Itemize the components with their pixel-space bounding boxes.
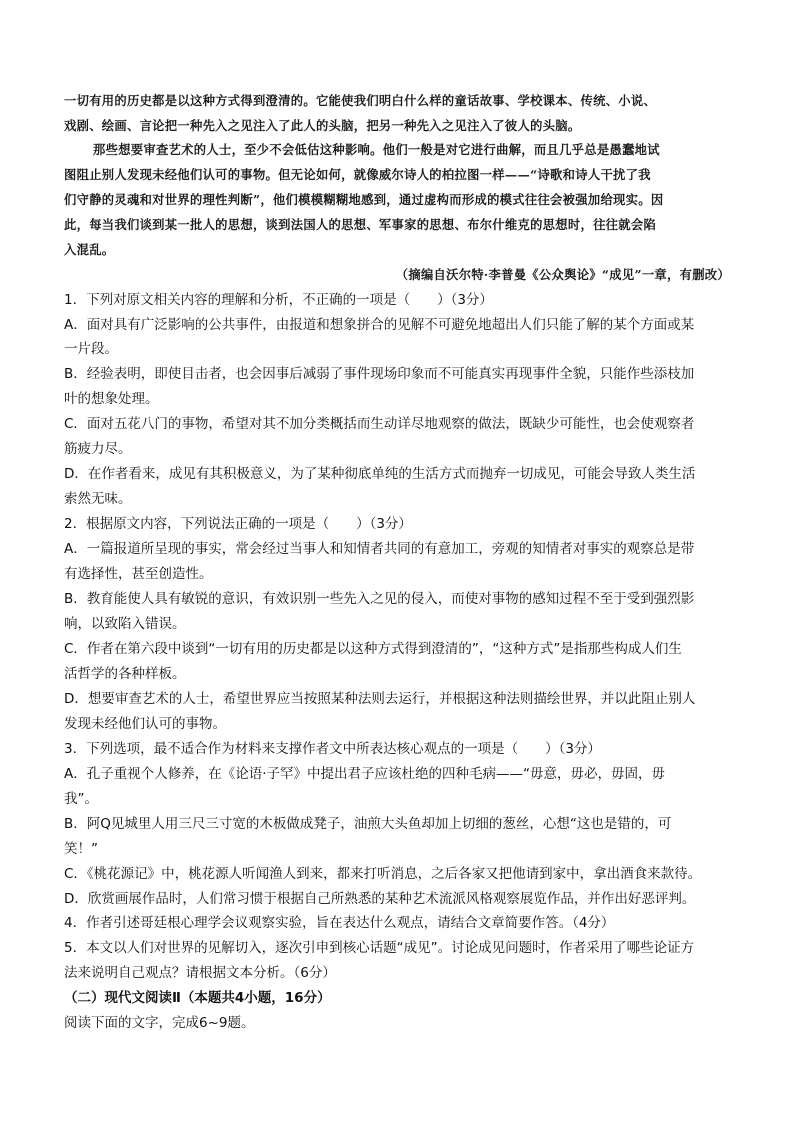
option-line: B．教育能使人具有敏锐的意识，有效识别一些先入之见的侵入，而使对事物的感知过程不至于受到强烈影 [64, 591, 695, 607]
option-line: A．孔子重视个人修养，在《论语·子罕》中提出君子应该杜绝的四种毛病——“毋意，毋必，毋固，毋 [64, 766, 666, 782]
passage-line: 入混乱。 [64, 242, 115, 257]
option-line: 活哲学的各种样板。 [64, 666, 186, 682]
option-line: 筋疲力尽。 [64, 441, 132, 457]
option-line: D．欣赏画展作品时，人们常习惯于根据自己所熟悉的某种艺术流派风格观察展览作品，并作出好恶评判。 [64, 891, 696, 907]
section-instruction: 阅读下面的文字，完成6~9题。 [64, 1015, 255, 1031]
option-line: 索然无味。 [64, 491, 132, 507]
passage-line: 戏剧、绘画、言论把一种先入之见注入了此人的头脑，把另一种先入之见注入了彼人的头脑。 [64, 118, 581, 133]
option-line: 有选择性，甚至创造性。 [64, 566, 213, 582]
option-line: B．阿Q见城里人用三尺三寸宽的木板做成凳子，油煎大头鱼却加上切细的葱丝，心想“这也是错的，可 [64, 816, 672, 832]
passage-line: 们守静的灵魂和对世界的理性判断”，他们模模糊糊地感到，通过虚构而形成的模式往往会被强加给现实。因 [64, 192, 664, 207]
question-3-stem: 3．下列选项，最不适合作为材料来支撑作者文中所表达核心观点的一项是（ ）（3分） [64, 741, 601, 757]
passage-line: 此，每当我们谈到某一批人的思想，谈到法国人的思想、军事家的思想、布尔什维克的思想时，往往就会陷 [64, 217, 657, 232]
option-line: D．想要审查艺术的人士，希望世界应当按照某种法则去运行，并根据这种法则描绘世界，并以此阻止别人 [64, 691, 696, 707]
option-line: C．《桃花源记》中，桃花源人听闻渔人到来，都来打听消息，之后各家又把他请到家中，拿出酒食来款待。 [64, 866, 702, 882]
section-heading: （二）现代文阅读Ⅱ（本题共4小题，16分） [64, 990, 331, 1006]
passage-source: （摘编自沃尔特·李普曼《公众舆论》“成见”一章，有删改） [395, 267, 730, 282]
passage-line: 一切有用的历史都是以这种方式得到澄清的。它能使我们明白什么样的童话故事、学校课本、传统、小说、 [64, 93, 657, 108]
question-5-stem-cont: 法来说明自己观点？请根据文本分析。（6分） [64, 965, 336, 981]
option-line: 响，以致陷入错误。 [64, 616, 186, 632]
passage-line: 图阻止别人发现未经他们认可的事物。但无论如何，就像威尔诗人的柏拉图一样——“诗歌和诗人干扰了我 [64, 167, 651, 182]
question-4-stem: 4．作者引述哥廷根心理学会议观察实验，旨在表达什么观点，请结合文章简要作答。（4分） [64, 915, 615, 931]
option-line: A．面对具有广泛影响的公共事件，由报道和想象拼合的见解不可避免地超出人们只能了解的某个方面或某 [64, 317, 695, 333]
passage-line: 那些想要审查艺术的人士，至少不会低估这种影响。他们一般是对它进行曲解，而且几乎总是愚蠢地试 [93, 142, 660, 157]
option-line: C．面对五花八门的事物，希望对其不加分类概括而生动详尽地观察的做法，既缺少可能性，也会使观察者 [64, 416, 695, 432]
option-line: A．一篇报道所呈现的事实，常会经过当事人和知情者共同的有意加工，旁观的知情者对事实的观察总是带 [64, 541, 695, 557]
option-line: B．经验表明，即使目击者，也会因事后减弱了事件现场印象而不可能真实再现事件全貌，只能作些添枝加 [64, 366, 695, 382]
option-line: D．在作者看来，成见有其积极意义，为了某种彻底单纯的生活方式而抛弃一切成见，可能会导致人类生活 [64, 466, 696, 482]
option-line: 叶的想象处理。 [64, 391, 159, 407]
question-2-stem: 2．根据原文内容，下列说法正确的一项是（ ）（3分） [64, 516, 412, 532]
option-line: 我”。 [64, 791, 98, 807]
question-1-stem: 1．下列对原文相关内容的理解和分析，不正确的一项是（ ）（3分） [64, 292, 493, 308]
option-line: 一片段。 [64, 341, 118, 357]
question-5-stem: 5．本文以人们对世界的见解切入，逐次引申到核心话题“成见”。讨论成见问题时，作者采用了哪些论证方 [64, 940, 695, 956]
option-line: 发现未经他们认可的事物。 [64, 716, 226, 732]
option-line: C．作者在第六段中谈到“一切有用的历史都是以这种方式得到澄清的”，“这种方式”是指那些构成人们生 [64, 641, 682, 657]
option-line: 笑！” [64, 841, 98, 857]
